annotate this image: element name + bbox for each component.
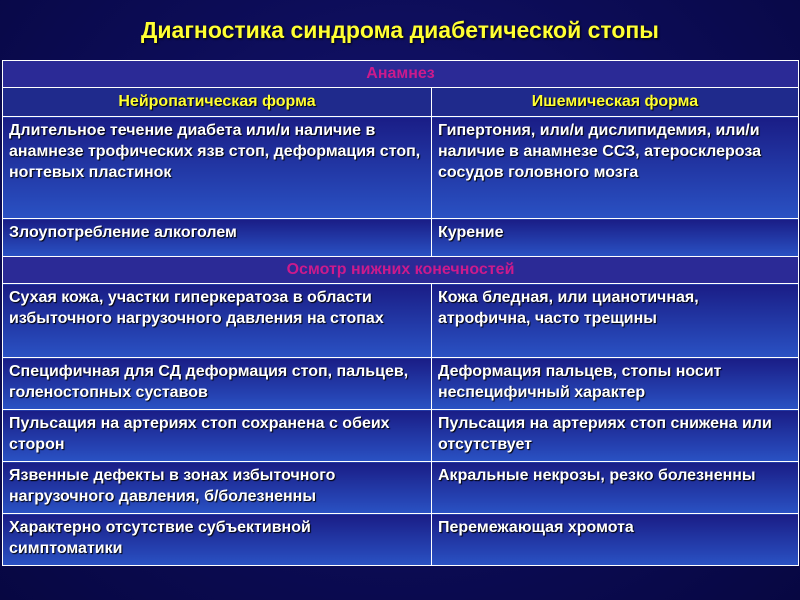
slide-title: Диагностика синдрома диабетической стопы [141, 17, 659, 43]
cell-ischemic: Акральные некрозы, резко болезненны [432, 462, 799, 514]
cell-ischemic: Гипертония, или/и дислипидемия, или/и наличие в анамнезе ССЗ, атеросклероза сосудов головного мозга [432, 117, 799, 219]
table-row [3, 219, 799, 257]
cell-neuro: Язвенные дефекты в зонах избыточного нагрузочного давления, б/болезненны [3, 462, 432, 514]
diagnosis-table [2, 60, 799, 566]
table-row [3, 284, 799, 358]
column-header-row [3, 88, 799, 117]
cell-ischemic: Деформация пальцев, стопы носит неспецифичный характер [432, 358, 799, 410]
table-row [3, 117, 799, 219]
table-row [3, 358, 799, 410]
cell-neuro: Длительное течение диабета или/и наличие в анамнезе трофических язв стоп, деформация стоп, ногтевых пластинок [3, 117, 432, 219]
table-row [3, 462, 799, 514]
section-header-anamnesis: Анамнез [3, 61, 799, 88]
section-row-exam [3, 257, 799, 284]
cell-neuro: Сухая кожа, участки гиперкератоза в области избыточного нагрузочного давления на стопах [3, 284, 432, 358]
cell-neuro: Злоупотребление алкоголем [3, 219, 432, 257]
table-row [3, 410, 799, 462]
cell-ischemic: Курение [432, 219, 799, 257]
column-header-neuro: Нейропатическая форма [3, 88, 432, 117]
cell-ischemic: Кожа бледная, или цианотичная, атрофична, часто трещины [432, 284, 799, 358]
cell-neuro: Характерно отсутствие субъективной симптоматики [3, 514, 432, 566]
cell-neuro: Специфичная для СД деформация стоп, пальцев, голеностопных суставов [3, 358, 432, 410]
cell-neuro: Пульсация на артериях стоп сохранена с обеих сторон [3, 410, 432, 462]
section-header-exam: Осмотр нижних конечностей [3, 257, 799, 284]
column-header-ischemic: Ишемическая форма [432, 88, 799, 117]
table-row [3, 514, 799, 566]
cell-ischemic: Перемежающая хромота [432, 514, 799, 566]
section-row-anamnesis [3, 61, 799, 88]
cell-ischemic: Пульсация на артериях стоп снижена или отсутствует [432, 410, 799, 462]
